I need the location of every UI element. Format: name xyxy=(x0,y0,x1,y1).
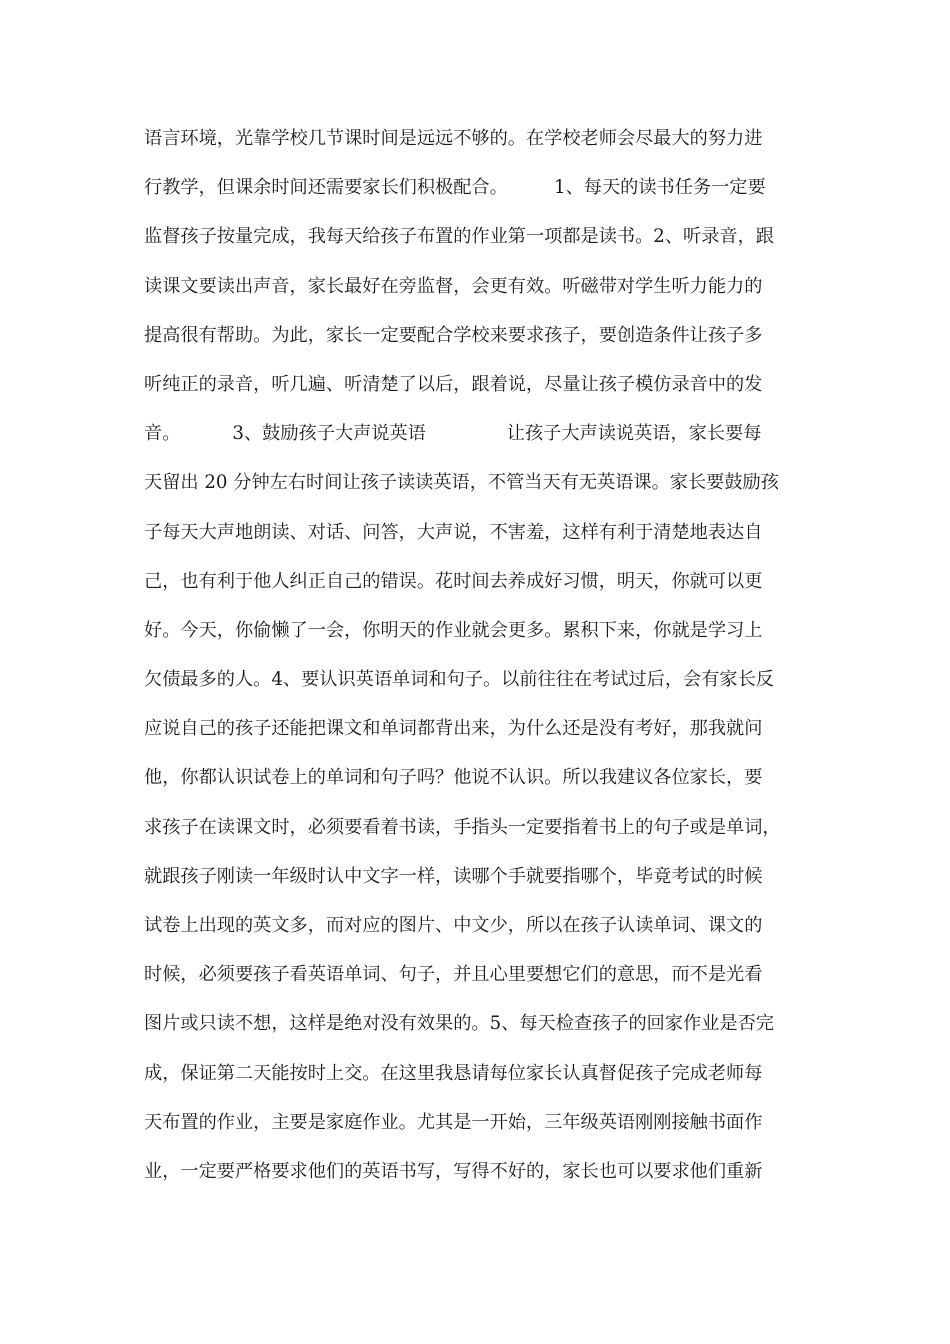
text-line: 读课文要读出声音，家长最好在旁监督，会更有效。听磁带对学生听力能力的 xyxy=(144,275,763,297)
text-line: 他，你都认识试卷上的单词和句子吗？他说不认识。所以我建议各位家长，要 xyxy=(144,767,763,789)
text-line: 己，也有利于他人纠正自己的错误。花时间去养成好习惯，明天，你就可以更 xyxy=(144,570,763,592)
text-line: 听纯正的录音，听几遍、听清楚了以后，跟着说，尽量让孩子模仿录音中的发 xyxy=(144,373,763,395)
text-line: 天布置的作业，主要是家庭作业。尤其是一开始，三年级英语刚刚接触书面作 xyxy=(144,1111,763,1133)
text-line: 语言环境，光靠学校几节课时间是远远不够的。在学校老师会尽最大的努力进 xyxy=(144,128,763,149)
text-line: 音。 3、鼓励孩子大声说英语 让孩子大声读说英语，家长要每 xyxy=(144,423,762,445)
text-line: 就跟孩子刚读一年级时认中文字一样，读哪个手就要指哪个，毕竟考试的时候 xyxy=(144,865,763,887)
text-line: 应说自己的孩子还能把课文和单词都背出来，为什么还是没有考好，那我就问 xyxy=(144,718,763,740)
text-line: 行教学，但课余时间还需要家长们积极配合。 1、每天的读书任务一定要 xyxy=(144,177,766,199)
text-line: 求孩子在读课文时，必须要看着书读，手指头一定要指着书上的句子或是单词， xyxy=(144,816,781,838)
text-line: 监督孩子按量完成，我每天给孩子布置的作业第一项都是读书。2、听录音，跟 xyxy=(144,226,774,248)
body-text xyxy=(144,120,824,1202)
text-line: 业，一定要严格要求他们的英语书写，写得不好的，家长也可以要求他们重新 xyxy=(144,1160,763,1182)
text-line: 图片或只读不想，这样是绝对没有效果的。5、每天检查孩子的回家作业是否完 xyxy=(144,1013,774,1035)
text-line: 子每天大声地朗读、对话、问答，大声说，不害羞，这样有利于清楚地表达自 xyxy=(144,521,763,543)
text-line: 试卷上出现的英文多，而对应的图片、中文少，所以在孩子认读单词、课文的 xyxy=(144,915,763,936)
text-line: 成，保证第二天能按时上交。在这里我恳请每位家长认真督促孩子完成老师每 xyxy=(144,1062,763,1084)
text-line: 天留出 20 分钟左右时间让孩子读读英语，不管当天有无英语课。家长要鼓励孩 xyxy=(144,472,779,494)
text-line: 好。今天，你偷懒了一会，你明天的作业就会更多。累积下来，你就是学习上 xyxy=(144,619,763,641)
text-line: 提高很有帮助。为此，家长一定要配合学校来要求孩子，要创造条件让孩子多 xyxy=(144,324,763,346)
text-line: 欠债最多的人。4、要认识英语单词和句子。以前往往在考试过后，会有家长反 xyxy=(144,669,774,691)
text-line: 时候，必须要孩子看英语单词、句子，并且心里要想它们的意思，而不是光看 xyxy=(144,964,763,986)
